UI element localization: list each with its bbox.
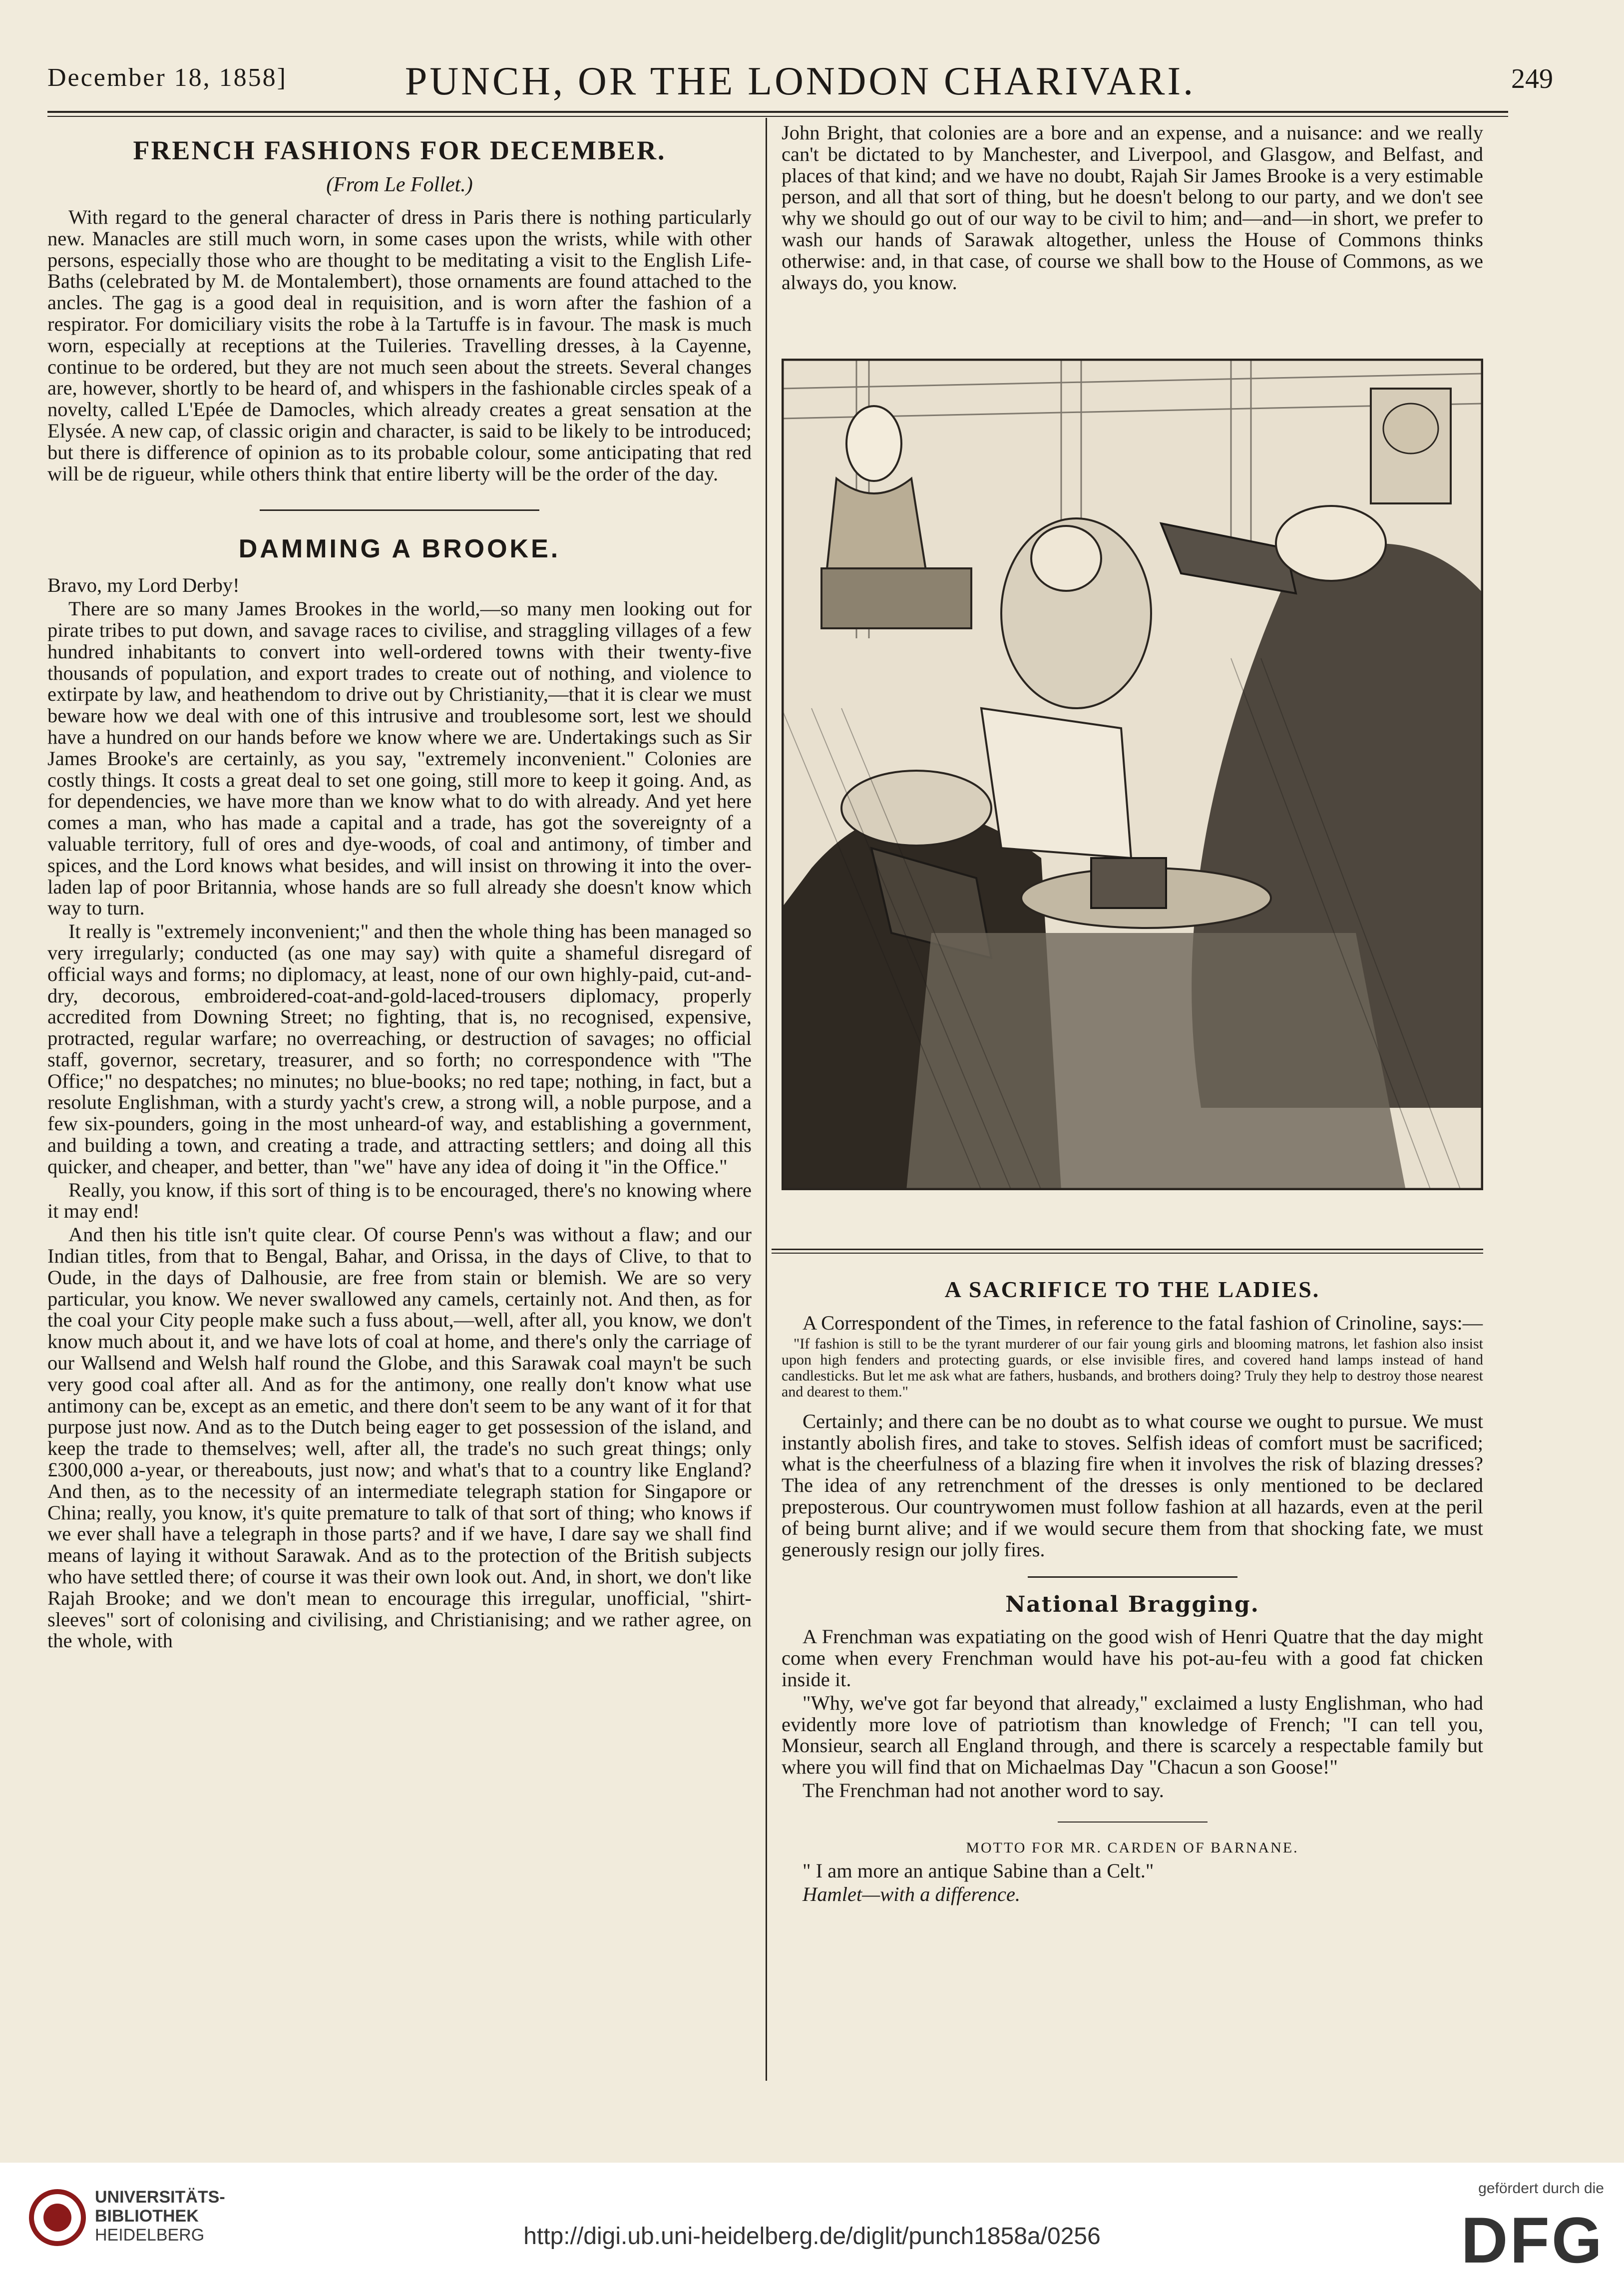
column-divider <box>766 118 767 2081</box>
paragraph: "Why, we've got far beyond that already," exclaimed a lusty Englishman, who had evidently more love of patriotism than knowledge of French; "I can tell you, Monsieur, search all England through, and there is scarcely a respectable family but where you will find that on Michaelmas Day "Chacun a son Goose!" <box>782 1691 1483 1779</box>
issue-date: December 18, 1858] <box>47 63 287 92</box>
funding-note: gefördert durch die <box>1478 2180 1604 2197</box>
paragraph: Really, you know, if this sort of thing is to be encouraged, there's no knowing where it may end! <box>47 1178 752 1223</box>
article-heading-french-fashions: FRENCH FASHIONS FOR DECEMBER. <box>133 135 666 165</box>
library-name-line: HEIDELBERG <box>95 2226 205 2245</box>
masthead <box>47 59 1553 106</box>
page-number: 249 <box>1511 63 1553 94</box>
paragraph: With regard to the general character of dress in Paris there is nothing particularly new. Manacles are still much worn, in some cases upon the wrists, while with other persons, especially those who are thought to be meditating a visit to the English Life-Baths (celebrated by M. de Montalembert), those ornaments are found attached to the ancles. The gag is a good deal in requisition, and is worn after the fashion of a respirator. For domiciliary visits the robe à la Tartuffe is in favour. The mask is much worn, especially at receptions at the Tuileries. Travelling dresses, à la Cayenne, continue to be ordered, but they are not much seen about the streets. Several changes are, however, shortly to be heard of, and whispers in the fashionable circles speak of a novelty, called L'Epée de Damocles, which already creates a great sensation at the Elysée. A new cap, of classic origin and character, is said to be likely to be introduced; but there is difference of opinion as to its probable colour, some anticipating that red will be de rigueur, while others think that entire liberty will be the order of the day. <box>47 206 752 485</box>
paragraph: And then his title isn't quite clear. Of course Penn's was without a flaw; and our Indian titles, from that to Bengal, Bahar, and Orissa, in the days of Clive, to that to Oude, in the days of Dalhousie, are free from stain or blemish. We are so very particular, you know. We never swallowed any camels, certainly not. And then, as for the coal your City people make such a fuss about,—well, after all, you know, we don't know much about it, and we have lots of coal at home, and there's only the carriage of our Wallsend and Welsh half round the Globe, and this Sarawak coal mayn't be such very good coal after all. And as for the antimony, one really don't know what use antimony can be, except as an emetic, and there don't seem to be any want of it for that purpose just now. And as to the Dutch being eager to get possession of the island, and keep the trade to themselves; well, after all, the trade's no such great things; only £300,000 a-year, or thereabouts, just now; and what's that to a country like England? And then, as to the necessity of an intermediate telegraph station for Singapore or China; really, you know, it's quite premature to talk of that sort of thing; who knows if we ever shall have a telegraph in those parts? and if we have, I dare say we shall find means of laying it without Sarawak. And as to the protection of the British subjects who have settled there; of course it was their own look out. And, in short, we don't like Rajah Brooke; and we don't mean to encourage this irregular, unofficial, "shirt-sleeves" sort of colonising and civilising, and Christianising; and we rather agree, on the whole, with <box>47 1223 752 1652</box>
motto-attribution: Hamlet—with a difference. <box>803 1882 1021 1905</box>
paragraph: A Frenchman was expatiating on the good wish of Henri Quatre that the day might come when every Frenchman would have his pot-au-feu with a good fat chicken inside it. <box>782 1625 1483 1691</box>
right-column-bottom <box>782 1276 1483 1907</box>
paragraph: There are so many James Brookes in the world,—so many men looking out for pirate tribes to put down, and savage races to civilise, and straggling villages of a few hundred inhabitants to convert into well-ordered towns with their twenty-five thousands of population, and export trades to create out of nothing, and violence to extirpate by law, and heathendom to drive out by Christianity,—that it is clear we must beware how we deal with one of this intrusive and troublesome sort, lest we should have a hundred on our hands before we know where we are. Undertakings such as Sir James Brooke's are certainly, as you say, "extremely inconvenient." Colonies are costly things. It costs a great deal to set one going, still more to keep it going. And, as for dependencies, we have more than we know what to do with already. And yet here comes a man, who has made a capital and a trade, has got the sovereignty of a valuable territory, full of ores and dye-woods, of coal and antimony, of timber and spices, and the Lord knows what besides, and will insist on throwing it into the over-laden lap of poor Britannia, whose hands are so full already she doesn't know which way to turn. <box>47 597 752 919</box>
cartoon-illustration <box>782 359 1483 1190</box>
paragraph: A Correspondent of the Times, in reference to the fatal fashion of Crinoline, says:— <box>803 1312 1483 1334</box>
block-quote: "If fashion is still to be the tyrant murderer of our fair young girls and blooming matrons, let fashion also insist upon high fenders and protecting guards, or else invisible fires, and covered hand lamps instead of hand candlesticks. But let me ask what are fathers, husbands, and brothers doing? Truly they help to destroy those nearest and dearest to them." <box>782 1335 1483 1400</box>
article-source: (From Le Follet.) <box>326 173 473 196</box>
paragraph: Certainly; and there can be no doubt as to what course we ought to pursue. We must instantly abolish fires, and take to stoves. Selfish ideas of comfort must be sacrificed; what is the cheerfulness of a blazing fire when it involves the risk of blazing dresses? The idea of any retrenchment of the dresses is only mentioned to be declared preposterous. Our countrywomen must follow fashion at all hazards, even at the peril of being burnt alive; and if we would secure them from that shocking fate, we must generously resign our jolly fires. <box>782 1409 1483 1561</box>
left-column <box>47 135 752 1654</box>
paragraph: It really is "extremely inconvenient;" and then the whole thing has been managed so very irregularly; conducted (as one may say) with quite a shameful disregard of official ways and forms; no diplomacy, at least, none of our own highly-paid, cut-and-dry, decorous, embroidered-coat-and-gold-laced-trousers diplomacy, properly accredited from Downing Street; no fighting, that is, no recognised, expensive, protracted, regular warfare; no overreaching, or destruction of savages; no official staff, governor, secretary, treasurer, and so forth; no correspondence with "The Office;" no despatches; no minutes; no blue-books; no red tape; nothing, in fact, but a resolute Englishman, with a sturdy yacht's crew, a strong will, a noble purpose, and a few six-pounders, going in the most unheard-of way, and establishing a government, and building a town, and creating a trade, and attracting settlers; and doing all this quicker, and cheaper, and better, than "we" have any idea of doing it "in the Office." <box>47 920 752 1178</box>
right-column-top <box>782 122 1483 295</box>
dfg-logo: DFG <box>1461 2204 1604 2277</box>
paragraph: The Frenchman had not another word to say. <box>803 1779 1164 1802</box>
source-url-link[interactable]: http://digi.ub.uni-heidelberg.de/diglit/punch1858a/0256 <box>523 2223 1101 2250</box>
masthead-rule <box>47 111 1508 113</box>
digitization-footer <box>0 2163 1624 2290</box>
article-heading-national-bragging: National Bragging. <box>1005 1592 1259 1618</box>
library-name-line: BIBLIOTHEK <box>95 2207 199 2226</box>
section-rule <box>772 1249 1483 1250</box>
section-rule-thin <box>772 1253 1483 1254</box>
article-heading-sacrifice: A SACRIFICE TO THE LADIES. <box>944 1277 1320 1302</box>
paragraph-continued: John Bright, that colonies are a bore and an expense, and a nuisance: and we really can't be dictated to by Manchester, and Liverpool, and Glasgow, and Belfast, and places of that kind; and we have no doubt, Rajah Sir James Brooke is a very estimable person, and all that sort of thing, but he doesn't belong to our party, and we don't see why we should go out of our way to be civil to him; and—and—in short, we prefer to wash our hands of Sarawak altogether, unless the House of Commons thinks otherwise: and, in that case, of course we shall bow to the House of Commons, as we always do, you know. <box>782 121 1483 294</box>
paragraph: Bravo, my Lord Derby! <box>47 574 240 597</box>
motto-quote: " I am more an antique Sabine than a Celt." <box>803 1859 1154 1882</box>
library-name-line: UNIVERSITÄTS- <box>95 2188 225 2207</box>
cartoon-drawing <box>782 359 1483 1190</box>
masthead-rule-thin <box>47 116 1508 117</box>
article-heading-damming-a-brooke: DAMMING A BROOKE. <box>238 534 561 564</box>
publication-title: PUNCH, OR THE LONDON CHARIVARI. <box>405 59 1196 103</box>
motto-heading: MOTTO FOR MR. CARDEN OF BARNANE. <box>966 1839 1299 1856</box>
